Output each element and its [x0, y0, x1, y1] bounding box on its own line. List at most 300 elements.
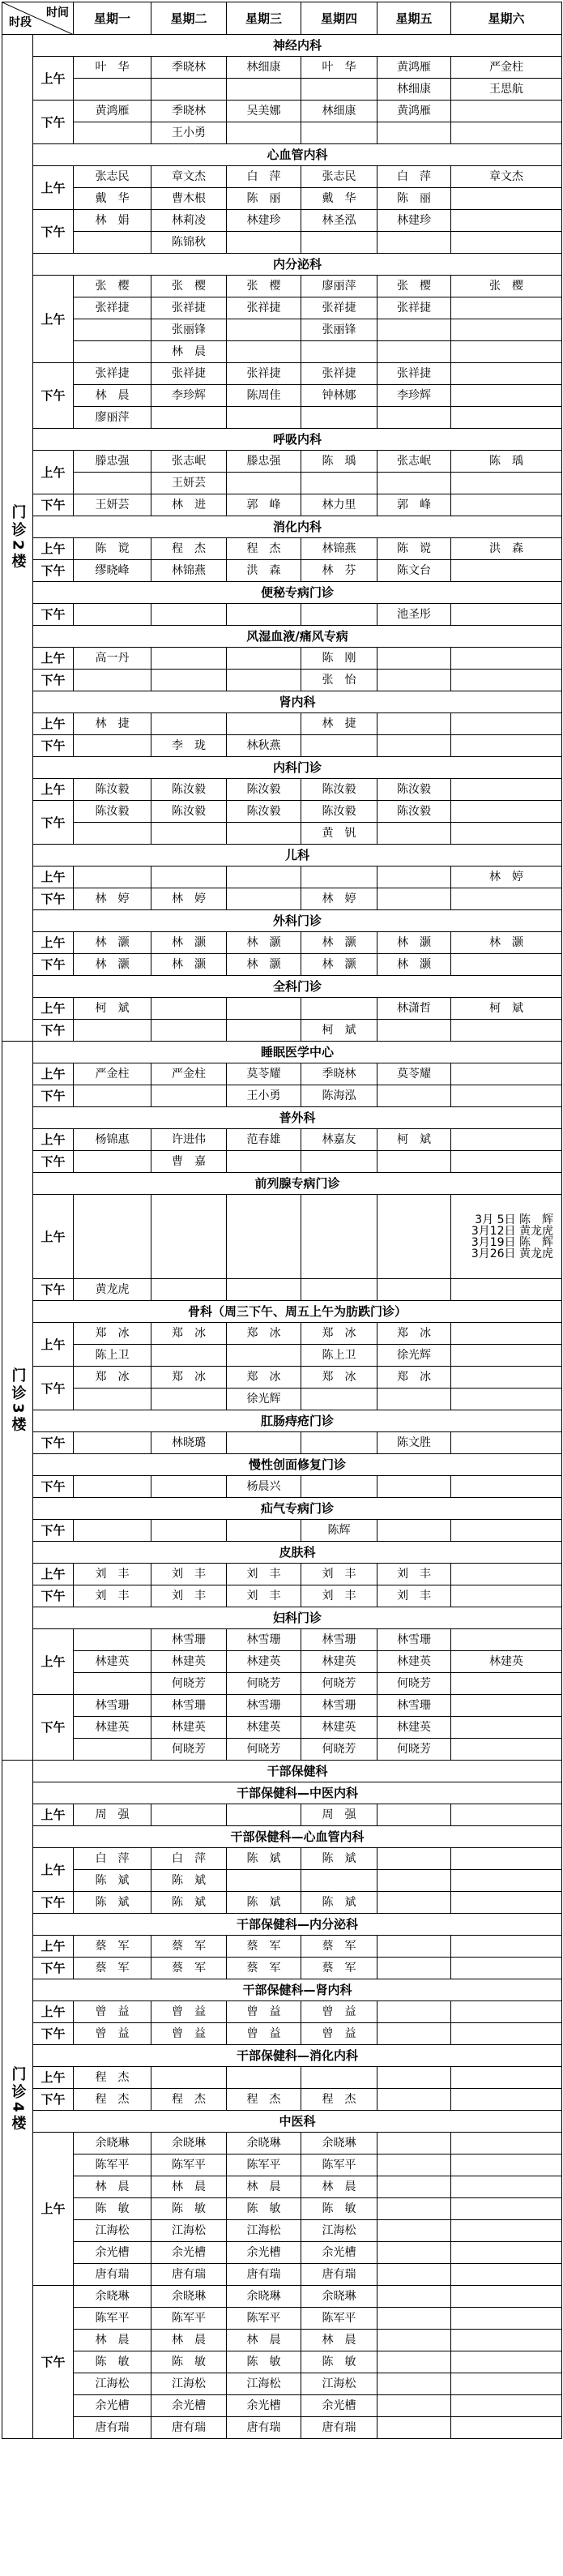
doctor-cell: [74, 363, 151, 385]
doctor-cell: [377, 1367, 451, 1389]
doctor-name: 张祥捷: [95, 367, 130, 380]
doctor-name: 蔡 军: [322, 1962, 356, 1975]
doctor-cell: [451, 166, 562, 188]
doctor-cell: [227, 1345, 301, 1367]
time-slot-label: 下午: [33, 2286, 74, 2439]
doctor-name: 陈汝毅: [172, 783, 206, 796]
doctor-cell: [74, 670, 151, 691]
schedule-row: [2, 2417, 562, 2439]
dept-header-row: [2, 1042, 562, 1063]
schedule-row: [2, 2198, 562, 2220]
doctor-cell: [151, 1739, 227, 1761]
doctor-cell: [74, 1323, 151, 1345]
doctor-cell: [151, 538, 227, 560]
time-slot-label: 上午: [33, 1629, 74, 1695]
doctor-cell: [74, 713, 151, 735]
time-slot-label: 下午: [33, 210, 74, 254]
schedule-row: [2, 2220, 562, 2242]
doctor-name: 林潇哲: [397, 1002, 431, 1015]
schedule-row: [2, 1129, 562, 1151]
doctor-cell: [377, 2089, 451, 2111]
doctor-cell: [74, 560, 151, 582]
doctor-name: 张志民: [95, 170, 130, 183]
schedule-row: [2, 407, 562, 429]
doctor-cell: [377, 2264, 451, 2286]
doctor-name: 林雪珊: [246, 1633, 281, 1646]
doctor-cell: [151, 2089, 227, 2111]
department-name: 呼吸内科: [33, 429, 562, 451]
doctor-cell: [74, 1651, 151, 1673]
doctor-name: 周 强: [322, 1808, 356, 1821]
doctor-cell: [451, 2089, 562, 2111]
doctor-cell: [451, 954, 562, 976]
doctor-name: 陈军平: [322, 2312, 356, 2325]
time-slot-label: 下午: [33, 1279, 74, 1301]
schedule-row: [2, 1936, 562, 1958]
doctor-cell: [301, 538, 377, 560]
doctor-name: 郑 冰: [172, 1327, 206, 1340]
doctor-cell: [451, 1585, 562, 1607]
time-slot-label: 上午: [33, 932, 74, 954]
doctor-name: 曹 嘉: [172, 1155, 206, 1168]
doctor-name: 林 晨: [95, 2334, 130, 2347]
doctor-cell: [151, 1129, 227, 1151]
doctor-cell: [377, 341, 451, 363]
doctor-name: 林秋燕: [246, 739, 281, 752]
doctor-name: 陈 丽: [246, 192, 281, 205]
doctor-name: 江海松: [246, 2224, 281, 2237]
doctor-name: 林建英: [489, 1655, 523, 1668]
doctor-cell: [451, 2351, 562, 2373]
doctor-cell: [377, 2351, 451, 2373]
doctor-cell: [74, 2176, 151, 2198]
doctor-cell: [301, 166, 377, 188]
doctor-name: 陈汝毅: [322, 805, 356, 818]
doctor-name: 3月19日 陈 辉: [471, 1235, 553, 1249]
doctor-cell: [227, 1651, 301, 1673]
doctor-cell: [227, 407, 301, 429]
doctor-name: 林建英: [95, 1655, 130, 1668]
doctor-cell: [227, 297, 301, 319]
doctor-cell: [377, 385, 451, 407]
doctor-name: 李珍辉: [172, 389, 206, 402]
doctor-cell: [301, 2351, 377, 2373]
doctor-name: 钟林娜: [322, 389, 356, 402]
doctor-cell: [301, 1085, 377, 1107]
doctor-cell: [227, 1432, 301, 1454]
doctor-name: 余光槽: [172, 2246, 206, 2259]
doctor-cell: [451, 1476, 562, 1498]
schedule-row: [2, 801, 562, 823]
dept-header-row: [2, 691, 562, 713]
doctor-cell: [301, 954, 377, 976]
department-name: 干部保健科—心血管内科: [33, 1826, 562, 1848]
doctor-name: 曾 益: [172, 2027, 206, 2040]
doctor-cell: [451, 998, 562, 1020]
doctor-cell: [151, 867, 227, 888]
doctor-cell: [301, 232, 377, 254]
doctor-cell: [377, 407, 451, 429]
time-slot-label: 上午: [33, 2067, 74, 2089]
schedule-table: [2, 2, 562, 2439]
doctor-cell: [74, 1870, 151, 1892]
doctor-name: 林力里: [322, 499, 356, 511]
doctor-cell: [74, 2023, 151, 2045]
doctor-cell: [151, 2286, 227, 2308]
doctor-cell: [74, 1063, 151, 1085]
doctor-name: 陈辉: [327, 1524, 351, 1537]
doctor-name: 王思航: [489, 83, 523, 96]
doctor-cell: [377, 2220, 451, 2242]
doctor-name: 陈汝毅: [322, 783, 356, 796]
doctor-cell: [74, 276, 151, 297]
schedule-row: [2, 1520, 562, 1542]
doctor-cell: [451, 1195, 562, 1279]
schedule-row: [2, 166, 562, 188]
doctor-cell: [74, 1345, 151, 1367]
doctor-cell: [74, 1892, 151, 1914]
schedule-row: [2, 1958, 562, 1979]
time-slot-label: 下午: [33, 1432, 74, 1454]
doctor-cell: [151, 2023, 227, 2045]
doctor-name: 严金柱: [489, 61, 523, 74]
doctor-cell: [74, 341, 151, 363]
schedule-row: [2, 363, 562, 385]
doctor-cell: [451, 779, 562, 801]
doctor-name: 曾 益: [95, 2027, 130, 2040]
doctor-cell: [301, 823, 377, 845]
doctor-cell: [74, 1936, 151, 1958]
doctor-cell: [151, 1367, 227, 1389]
doctor-cell: [151, 1085, 227, 1107]
doctor-cell: [74, 1129, 151, 1151]
doctor-cell: [301, 122, 377, 144]
doctor-cell: [151, 2417, 227, 2439]
doctor-name: 陈上卫: [95, 1349, 130, 1362]
doctor-name: 林雪珊: [172, 1699, 206, 1712]
doctor-cell: [451, 1651, 562, 1673]
doctor-cell: [74, 2220, 151, 2242]
schedule-row: [2, 1020, 562, 1042]
schedule-row: [2, 538, 562, 560]
schedule-row: [2, 1804, 562, 1826]
day-header: 星期三: [227, 2, 301, 35]
time-slot-label: 下午: [33, 1476, 74, 1498]
doctor-name: 唐有瑞: [322, 2268, 356, 2281]
doctor-name: 林建英: [397, 1655, 431, 1668]
doctor-name: 郑 冰: [322, 1327, 356, 1340]
doctor-cell: [151, 1848, 227, 1870]
doctor-cell: [301, 560, 377, 582]
time-slot-label: 上午: [33, 1936, 74, 1958]
doctor-cell: [451, 2395, 562, 2417]
doctor-name: 3月12日 黄龙虎: [471, 1224, 553, 1238]
doctor-cell: [151, 407, 227, 429]
doctor-cell: [151, 232, 227, 254]
dept-header-row: [2, 582, 562, 604]
doctor-cell: [227, 451, 301, 473]
doctor-name: 张 樱: [489, 280, 523, 293]
doctor-cell: [227, 604, 301, 626]
doctor-cell: [151, 1476, 227, 1498]
doctor-cell: [74, 2264, 151, 2286]
doctor-cell: [377, 1848, 451, 1870]
doctor-cell: [301, 1651, 377, 1673]
doctor-name: 陈 敏: [322, 2202, 356, 2215]
department-name: 骨科（周三下午、周五上午为肪跌门诊）: [33, 1301, 562, 1323]
doctor-cell: [451, 276, 562, 297]
doctor-name: 陈 斌: [95, 1874, 130, 1887]
schedule-row: [2, 122, 562, 144]
doctor-cell: [227, 319, 301, 341]
doctor-cell: [451, 1520, 562, 1542]
doctor-name: 何晓芳: [172, 1677, 206, 1690]
doctor-name: 余晓琳: [246, 2290, 281, 2303]
time-slot-label: 上午: [33, 1848, 74, 1892]
doctor-name: 余晓琳: [172, 2137, 206, 2150]
doctor-name: 江海松: [95, 2377, 130, 2390]
doctor-cell: [451, 735, 562, 757]
doctor-name: 徐光辉: [397, 1349, 431, 1362]
doctor-cell: [377, 2330, 451, 2351]
doctor-cell: [74, 823, 151, 845]
time-slot-label: 上午: [33, 1195, 74, 1279]
doctor-cell: [301, 2023, 377, 2045]
doctor-cell: [301, 1345, 377, 1367]
doctor-name: 陈军平: [246, 2312, 281, 2325]
doctor-cell: [74, 232, 151, 254]
dept-header-row: [2, 910, 562, 932]
doctor-name: 陈 敏: [95, 2202, 130, 2215]
doctor-cell: [227, 1195, 301, 1279]
doctor-cell: [451, 79, 562, 101]
doctor-name: 陈军平: [172, 2159, 206, 2172]
doctor-cell: [301, 1389, 377, 1410]
doctor-name: 余晓琳: [322, 2137, 356, 2150]
doctor-name: 蔡 军: [246, 1962, 281, 1975]
doctor-cell: [377, 888, 451, 910]
dept-header-row: [2, 1782, 562, 1804]
doctor-cell: [227, 823, 301, 845]
doctor-name: 何晓芳: [246, 1743, 281, 1756]
doctor-name: 林 灏: [246, 958, 281, 971]
doctor-cell: [301, 1629, 377, 1651]
schedule-row: [2, 2067, 562, 2089]
doctor-cell: [151, 1564, 227, 1585]
time-slot-label: 上午: [33, 57, 74, 101]
dept-header-row: [2, 1454, 562, 1476]
time-slot-label: 下午: [33, 735, 74, 757]
doctor-name: 洪 森: [246, 564, 281, 577]
doctor-name: 张 怡: [322, 674, 356, 687]
doctor-cell: [451, 1129, 562, 1151]
doctor-name: 刘 丰: [246, 1568, 281, 1581]
dept-header-row: [2, 976, 562, 998]
doctor-cell: [377, 1892, 451, 1914]
doctor-cell: [227, 2176, 301, 2198]
dept-header-row: [2, 254, 562, 276]
doctor-name: 廖丽萍: [95, 411, 130, 424]
doctor-name: 陈军平: [246, 2159, 281, 2172]
doctor-cell: [377, 1520, 451, 1542]
doctor-cell: [227, 2001, 301, 2023]
doctor-cell: [377, 823, 451, 845]
schedule-row: [2, 1345, 562, 1367]
doctor-cell: [227, 2308, 301, 2330]
doctor-cell: [227, 1279, 301, 1301]
doctor-name: 林雪珊: [172, 1633, 206, 1646]
doctor-name: 陈军平: [322, 2159, 356, 2172]
doctor-name: 戴 华: [95, 192, 130, 205]
doctor-cell: [74, 188, 151, 210]
doctor-cell: [151, 2264, 227, 2286]
doctor-cell: [451, 713, 562, 735]
doctor-cell: [151, 670, 227, 691]
schedule-row: [2, 604, 562, 626]
time-slot-label: 下午: [33, 1958, 74, 1979]
doctor-cell: [74, 2286, 151, 2308]
doctor-cell: [227, 801, 301, 823]
doctor-name: 张志岷: [172, 455, 206, 468]
doctor-cell: [377, 2198, 451, 2220]
doctor-name: 陈军平: [95, 2312, 130, 2325]
doctor-cell: [301, 2089, 377, 2111]
doctor-cell: [377, 2373, 451, 2395]
schedule-row: [2, 2133, 562, 2155]
doctor-name: 曾 益: [322, 2005, 356, 2018]
doctor-cell: [227, 1389, 301, 1410]
doctor-cell: [377, 473, 451, 494]
doctor-cell: [151, 2133, 227, 2155]
doctor-name: 林建英: [172, 1721, 206, 1734]
dept-header-row: [2, 1826, 562, 1848]
doctor-cell: [151, 1279, 227, 1301]
doctor-cell: [227, 2067, 301, 2089]
doctor-name: 林 婷: [95, 892, 130, 905]
doctor-name: 林莉凌: [172, 214, 206, 227]
dept-header-row: [2, 2111, 562, 2133]
doctor-cell: [301, 451, 377, 473]
time-label: 时间: [46, 6, 69, 19]
doctor-name: 林雪珊: [322, 1633, 356, 1646]
doctor-name: 王妍芸: [172, 477, 206, 490]
schedule-row: [2, 1476, 562, 1498]
doctor-cell: [151, 188, 227, 210]
doctor-cell: [451, 560, 562, 582]
doctor-name: 林 灏: [95, 936, 130, 949]
doctor-name: 林建英: [397, 1721, 431, 1734]
doctor-name: 蔡 军: [172, 1940, 206, 1953]
doctor-name: 余光槽: [95, 2246, 130, 2259]
doctor-name: 刘 丰: [172, 1568, 206, 1581]
doctor-name: 余光槽: [322, 2246, 356, 2259]
schedule-row: [2, 779, 562, 801]
doctor-name: 张丽锋: [322, 323, 356, 336]
doctor-cell: [74, 473, 151, 494]
doctor-cell: [151, 1892, 227, 1914]
doctor-cell: [74, 2373, 151, 2395]
doctor-name: 江海松: [246, 2377, 281, 2390]
doctor-cell: [151, 2373, 227, 2395]
doctor-cell: [227, 1848, 301, 1870]
doctor-cell: [227, 1870, 301, 1892]
doctor-name: 林 晨: [95, 389, 130, 402]
schedule-row: [2, 276, 562, 297]
schedule-row: [2, 1564, 562, 1585]
doctor-cell: [301, 1717, 377, 1739]
doctor-cell: [227, 670, 301, 691]
doctor-cell: [74, 385, 151, 407]
doctor-cell: [377, 779, 451, 801]
doctor-cell: [451, 932, 562, 954]
department-name: 干部保健科—内分泌科: [33, 1914, 562, 1936]
doctor-cell: [377, 1629, 451, 1651]
doctor-cell: [377, 1673, 451, 1695]
time-slot-label: 下午: [33, 1020, 74, 1042]
schedule-row: [2, 1848, 562, 1870]
doctor-cell: [227, 1085, 301, 1107]
doctor-cell: [227, 2198, 301, 2220]
doctor-name: 江海松: [322, 2224, 356, 2237]
doctor-name: 张祥捷: [397, 367, 431, 380]
doctor-cell: [151, 1651, 227, 1673]
doctor-cell: [451, 1892, 562, 1914]
doctor-name: 陈汝毅: [95, 805, 130, 818]
schedule-row: [2, 1367, 562, 1389]
department-name: 妇科门诊: [33, 1607, 562, 1629]
doctor-cell: [451, 2264, 562, 2286]
doctor-cell: [227, 1063, 301, 1085]
doctor-cell: [227, 2089, 301, 2111]
doctor-cell: [377, 494, 451, 516]
doctor-cell: [74, 1195, 151, 1279]
doctor-cell: [451, 341, 562, 363]
doctor-cell: [227, 385, 301, 407]
time-slot-label: 下午: [33, 1695, 74, 1761]
time-slot-label: 下午: [33, 494, 74, 516]
doctor-cell: [151, 1063, 227, 1085]
doctor-cell: [451, 1629, 562, 1651]
doctor-cell: [377, 188, 451, 210]
schedule-row: [2, 1739, 562, 1761]
doctor-cell: [227, 1717, 301, 1739]
doctor-name: 郑 冰: [246, 1371, 281, 1384]
department-name: 风湿血液/痛风专病: [33, 626, 562, 648]
doctor-cell: [227, 1020, 301, 1042]
doctor-cell: [301, 1063, 377, 1085]
doctor-cell: [227, 1958, 301, 1979]
time-slot-label: 上午: [33, 2133, 74, 2286]
time-slot-label: 下午: [33, 1892, 74, 1914]
doctor-name: 林锦燕: [172, 564, 206, 577]
doctor-cell: [151, 57, 227, 79]
doctor-name: 吴美娜: [246, 105, 281, 118]
doctor-name: 林雪珊: [322, 1699, 356, 1712]
doctor-name: 林建英: [172, 1655, 206, 1668]
doctor-cell: [301, 1585, 377, 1607]
doctor-name: 白 萍: [95, 1852, 130, 1865]
doctor-cell: [74, 297, 151, 319]
doctor-cell: [151, 2155, 227, 2176]
doctor-cell: [74, 79, 151, 101]
doctor-cell: [74, 101, 151, 122]
doctor-cell: [74, 1585, 151, 1607]
doctor-cell: [301, 2001, 377, 2023]
doctor-cell: [74, 494, 151, 516]
doctor-cell: [451, 1848, 562, 1870]
doctor-cell: [151, 2242, 227, 2264]
doctor-name: 郑 冰: [322, 1371, 356, 1384]
